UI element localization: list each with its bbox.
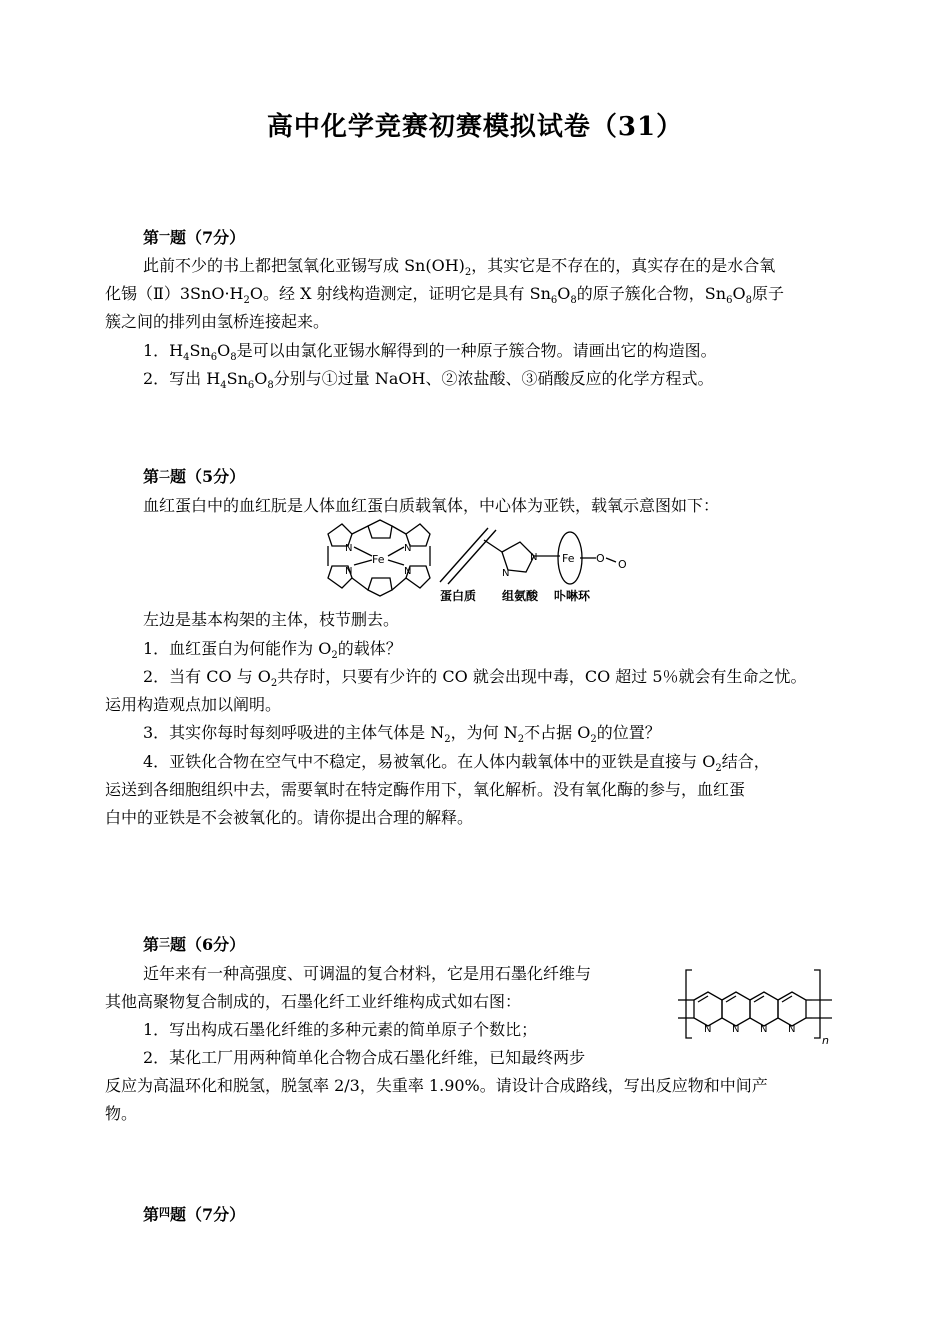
- q2-heading: 第$^二$题（5分）: [143, 467, 246, 486]
- oxygen-atom-2: O: [618, 558, 627, 571]
- q1-subquestion-1: 1．$H_4Sn_6O_8$是可以由氯化亚锡水解得到的一种原子簇合物。请画出它的构造图。: [143, 341, 717, 364]
- q1-heading: [143, 228, 245, 248]
- porphyrin-n2: N: [404, 543, 412, 554]
- q1-heading-prefix: 第: [143, 228, 160, 247]
- q2-subquestion-4: 4．亚铁化合物在空气中不稳定，易被氧化。在人体内载氧体中的亚铁是直接与 $O_2$结合，: [143, 752, 770, 775]
- heme-fe: Fe: [562, 552, 575, 565]
- q3-heading-number: 三: [159, 936, 171, 949]
- q1-heading-points: 题（7分）: [170, 228, 246, 247]
- q3-heading: 第$^三$题（6分）: [143, 935, 246, 954]
- q1-para-line2: 化锡$(Ⅱ)3SnO\cdot H_2O$。经 X 射线构造测定，证明它是具有 $Sn_6O_8$的原子簇化合物，$Sn_6O_8$原子: [105, 284, 784, 307]
- heme-oxygen-figure: [316, 518, 636, 608]
- q2-subquestion-4-line3: 白中的亚铁是不会被氧化的。请你提出合理的解释。: [105, 808, 474, 827]
- q4-heading: 第$^四$题（7分）: [143, 1205, 246, 1224]
- q3-subquestion-2-line3: 物。: [105, 1104, 138, 1123]
- porphyrin-n4: N: [404, 566, 412, 577]
- imidazole-n2: N: [530, 552, 538, 563]
- q3-para-line2: 其他高聚物复合制成的，石墨化纤工业纤维构成式如右图：: [105, 992, 522, 1011]
- q2-subquestion-2: 2．当有 CO 与 $O_2$共存时，只要有少许的 CO 就会出现中毒，CO 超过 5％就会有生命之忧。: [143, 667, 807, 690]
- q3-subquestion-1: 1．写出构成石墨化纤维的多种元素的简单原子个数比；: [143, 1020, 538, 1039]
- q1-heading-number: 一: [159, 229, 171, 242]
- q1-para-line3: 簇之间的排列由氢桥连接起来。: [105, 312, 330, 331]
- label-porphyrin-ring: 卟啉环: [554, 589, 591, 603]
- q3-para-line1: 近年来有一种高强度、可调温的复合材料，它是用石墨化纤维与: [143, 964, 592, 983]
- fiber-n1: N: [704, 1024, 712, 1035]
- q1-subquestion-2: 2．写出 $H_4Sn_6O_8$分别与①过量 NaOH、②浓盐酸、③硝酸反应的化学方程式。: [143, 369, 714, 392]
- fiber-bracket-and-chain: [678, 970, 832, 1038]
- q2-subquestion-3: 3．其实你每时每刻呼吸进的主体气体是 $N_2$，为何 $N_2$不占据 $O_2$的位置？: [143, 723, 661, 746]
- label-protein: 蛋白质: [440, 589, 477, 603]
- q2-after-figure: 左边是基本构架的主体，枝节删去。: [143, 610, 400, 629]
- q2-heading-number: 二: [159, 468, 171, 481]
- porphyrin-fe: Fe: [372, 553, 385, 566]
- label-histidine: 组氨酸: [502, 589, 539, 603]
- graphite-fiber-svg: [674, 966, 836, 1046]
- q3-subquestion-2-line2: 反应为高温环化和脱氢，脱氢率 2/3，失重率 1.90%。请设计合成路线，写出反应物和中间产: [105, 1076, 768, 1095]
- graphite-fiber-figure: [674, 966, 836, 1046]
- fiber-repeat-n: n: [822, 1034, 829, 1046]
- q2-subquestion-2-cont: 运用构造观点加以阐明。: [105, 695, 282, 714]
- imidazole-n1: N: [502, 568, 510, 579]
- oxygen-atom-1: O: [596, 552, 605, 565]
- q3-subquestion-2: 2．某化工厂用两种简单化合物合成石墨化纤维，已知最终两步: [143, 1048, 586, 1067]
- fiber-n4: N: [788, 1024, 796, 1035]
- page-title: 高中化学竞赛初赛模拟试卷（31）: [266, 112, 684, 142]
- q2-intro: 血红蛋白中的血红朊是人体血红蛋白质载氧体，中心体为亚铁，载氧示意图如下：: [143, 496, 720, 515]
- porphyrin-n1: N: [345, 543, 353, 554]
- fiber-n3: N: [760, 1024, 768, 1035]
- protein-lines: [440, 528, 496, 584]
- fiber-n2: N: [732, 1024, 740, 1035]
- q4-heading-number: 四: [159, 1206, 171, 1219]
- q2-subquestion-1: 1．血红蛋白为何能作为 $O_2$的载体？: [143, 639, 402, 662]
- heme-diagram-svg: [316, 518, 636, 608]
- q2-subquestion-4-line2: 运送到各细胞组织中去，需要氧时在特定酶作用下，氧化解析。没有氧化酶的参与，血红蛋: [105, 780, 746, 799]
- q1-para-line1: 此前不少的书上都把氢氧化亚锡写成 $Sn(OH)_2$，其实它是不存在的，真实存在的是水合氧: [143, 256, 776, 279]
- porphyrin-n3: N: [345, 566, 353, 577]
